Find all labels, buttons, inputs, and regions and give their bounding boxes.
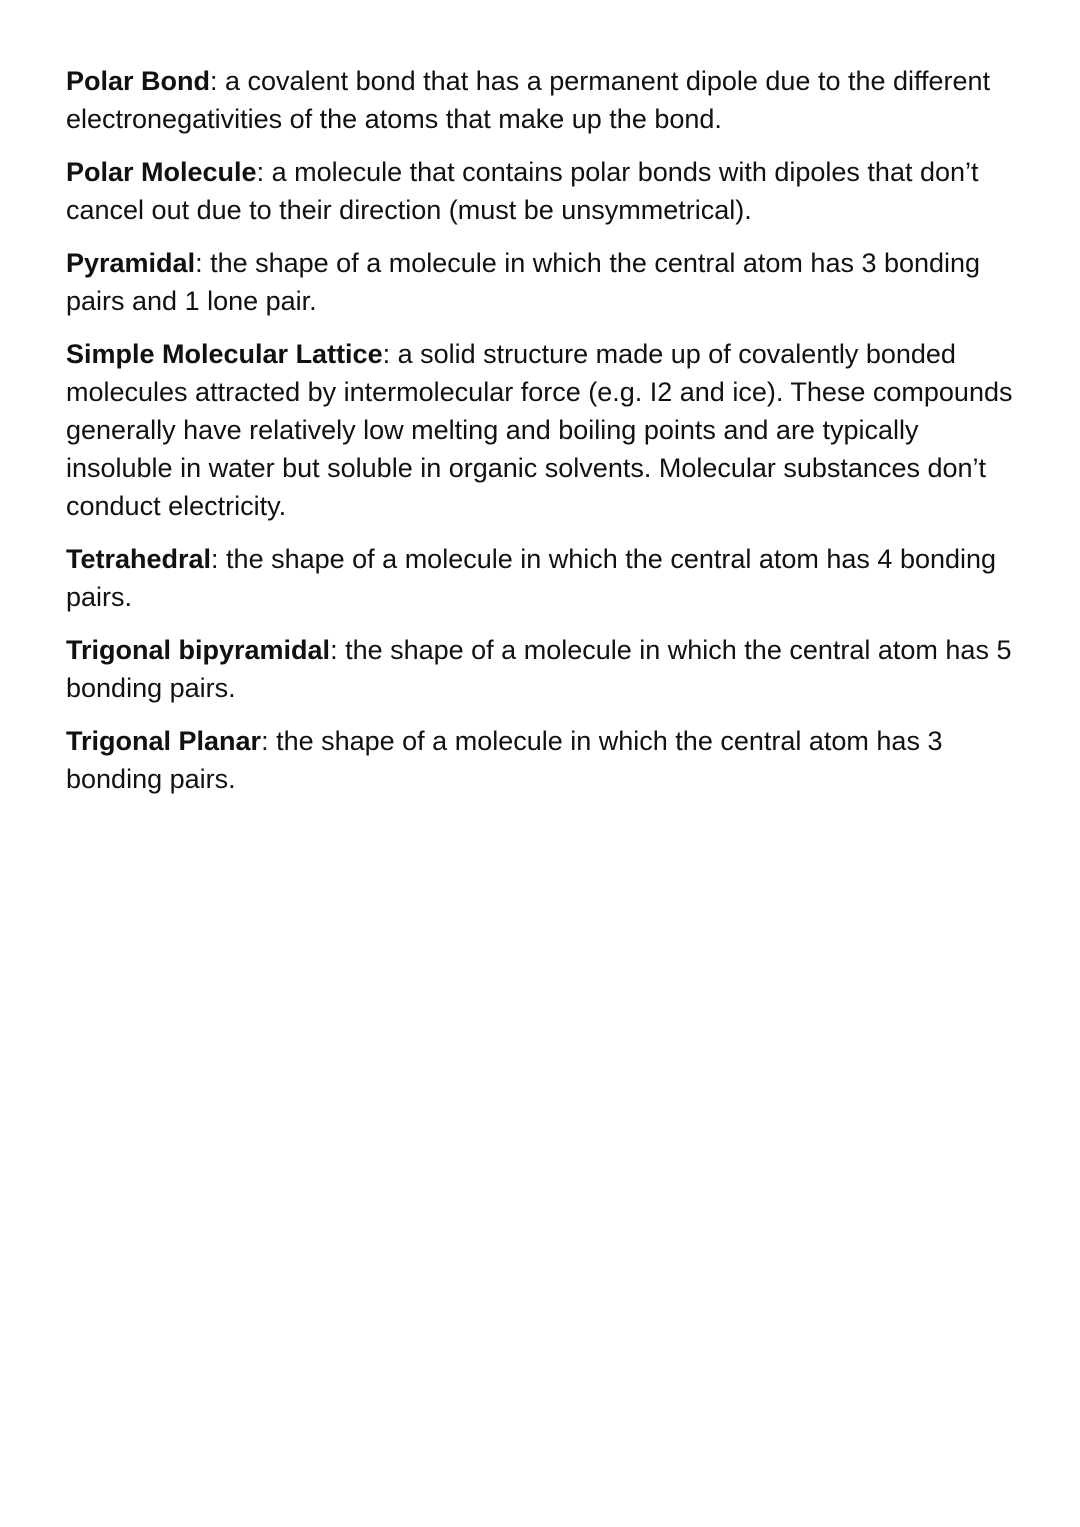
glossary-entry-polar-bond	[66, 62, 1026, 138]
glossary-definition: : the shape of a molecule in which the central atom has 4 bonding pairs.	[66, 544, 997, 612]
glossary-term: Trigonal bipyramidal	[66, 635, 331, 665]
glossary-definition: : the shape of a molecule in which the central atom has 3 bonding pairs and 1 lone pair.	[66, 248, 981, 316]
glossary-page	[66, 62, 1026, 813]
glossary-entry-trigonal-bipyramidal	[66, 631, 1026, 707]
glossary-entry-trigonal-planar	[66, 722, 1026, 798]
glossary-term: Simple Molecular Lattice	[66, 339, 383, 369]
glossary-term: Pyramidal	[66, 248, 196, 278]
glossary-definition: : a solid structure made up of covalently bonded molecules attracted by intermolecular force (e.g. I2 and ice). These compounds generally have relatively low melting and boiling points and are typically insoluble in water but soluble in organic solvents. Molecular substances don’t conduct electricity.	[66, 339, 1013, 521]
glossary-term: Polar Molecule	[66, 157, 257, 187]
glossary-term: Tetrahedral	[66, 544, 212, 574]
glossary-definition: : the shape of a molecule in which the central atom has 5 bonding pairs.	[66, 635, 1012, 703]
glossary-definition: : a covalent bond that has a permanent dipole due to the different electronegativities of the atoms that make up the bond.	[66, 66, 991, 134]
glossary-entry-tetrahedral	[66, 540, 1026, 616]
glossary-entry-polar-molecule	[66, 153, 1026, 229]
glossary-definition: : the shape of a molecule in which the central atom has 3 bonding pairs.	[66, 726, 943, 794]
glossary-definition: : a molecule that contains polar bonds with dipoles that don’t cancel out due to their direction (must be unsymmetrical).	[66, 157, 979, 225]
glossary-entry-pyramidal	[66, 244, 1026, 320]
glossary-term: Trigonal Planar	[66, 726, 262, 756]
glossary-term: Polar Bond	[66, 66, 211, 96]
glossary-entry-simple-molecular-lattice	[66, 335, 1026, 525]
